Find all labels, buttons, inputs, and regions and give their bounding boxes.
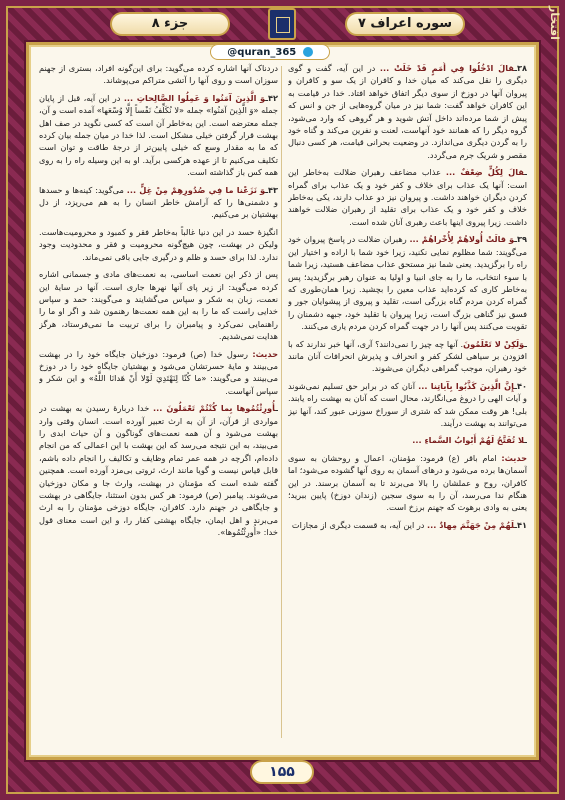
paragraph xyxy=(288,434,527,446)
hadith-label: حدیث: xyxy=(501,452,527,463)
arabic-verse: إِنَّ الَّذِينَ كَذَّبُوا بِآياتِنا ... xyxy=(418,380,515,391)
ayah-number: ـ xyxy=(524,167,527,178)
paragraph-text: امام باقر (ع) فرمود: مؤمنان، اعمال و روحشان به سوی آسمان‌ها برده می‌شود و درهای آسمان به روی آنها گشوده می‌شود؛ اما کافران، روح و عملشان را بالا می‌برند تا به آسمان برسند. در این هنگام ندا می‌رسد، آن را به سوی سجین (زندان دوزخ) پایین ببرید؛ یعنی به وادی برهوت که جهنم برزخ است. xyxy=(288,452,527,513)
paragraph-text: رسول خدا (ص) فرمود: دوزخیان جایگاه خود را در بهشت می‌بینند و مایۀ حسرتشان می‌شود و بهشتیان جایگاه خود را در دوزخ می‌بینند و می‌گویند: «ما كُنّا لِنَهْتَدِيَ لَوْلا أَنْ هَدانَا اللَّهُ» و این شکر و سپاس آنهاست. xyxy=(39,348,278,396)
paragraph-text: عذاب مضاعف رهبران ضلالت به‌خاطر این است: آنها یک عذاب برای خلاف و کفر خود و یک عذاب برای گمراه کردن دیگران خواهند داشت. و پیروان نیز دو عذاب دارند، یکی به‌خاطر خلاف و کفر خود و یک عذاب برای تقلید از رهبران ضلالت خواهند داشت. زیرا پیروی اینها باعث رهبری آنان شده است. xyxy=(288,167,527,227)
quran-logo-icon xyxy=(268,8,296,40)
paragraph xyxy=(39,92,278,179)
ayah-number: ـ xyxy=(524,338,527,349)
corner-watermark: افتخار xyxy=(548,6,561,40)
paragraph xyxy=(39,268,278,342)
paragraph-text: خدا دربارۀ رسیدن به بهشت در مواردی از قرآن، از آن به ارث تعبیر آورده است. انسان وقتی وارد بهشت می‌شود و آن همه نعمت‌های گوناگون و آن حیات ابدی را می‌بیند، به این نتیجه می‌رسد که این بهشت با این اعمالی که من انجام داده‌ام، اگرچه در همه عمر تمام وظایف و تکالیف را انجام داده باشم، قابل قیاس نیست و گویا مانند ارث، ثروتی بی‌مزد آورده است. همچنین گفته شده است که مؤمنان در بهشت، وارث جا و مکان دوزخیان می‌شوند. پیامبر (ص) فرمود: هر کس بدون استثنا، جایگاهی در بهشت و جایگاهی در جهنم دارد. کافران، جایگاه دوزخی مؤمنان را به ارث می‌برند و اهل ایمان، جایگاه بهشتی کفار را، و این است معنای قول خدا: «أُورِثْتُمُوها». xyxy=(39,403,278,538)
arabic-verse: قالَ لِكُلٍّ ضِعْفٌ ... xyxy=(445,167,525,178)
ayah-number: ۴۱ـ xyxy=(514,519,527,530)
paragraph xyxy=(288,338,527,375)
paragraph-text: پس از ذکر این نعمت اساسی، به نعمت‌های مادی و جسمانی اشاره کرده می‌گوید: از زیر پای آنها نهرها جاری است. آنها در سایۀ این نعمت، زبان به شکر و سپاس می‌گشایند و می‌گویند: حمد و سپاس خدایی راست که ما را به این همه نعمت‌ها رهنمون شد و اگر او ما را راهنمایی نمی‌کرد و پیامبران را برای تربیت ما نمی‌فرستاد، هرگز هدایت نمی‌شدیم. xyxy=(39,269,278,342)
paragraph xyxy=(39,184,278,221)
paragraph-text: در این آیه، گفت و گوی دیگری را نقل می‌کند که میان خدا و کافران از یک سو و کافران و پیروان آنها در دوزخ از سوی دیگر اتفاق خواهد افتاد. خدا در قیامت به این کافران خواهد گفت: شما نیز در میان گروه‌هایی از جن و انس که پیش از شما مرده‌اند داخل آتش شوید و هر گروهی که وارد می‌شود، گروه دیگر را که همانند خود آنهاست، لعنت و نفرین می‌کند و گناه خود را به گردن دیگری می‌اندازد. در وضعیت بحرانی قیامت، هر کسی دنبال مقصر و شریک جرم می‌گردد. xyxy=(288,63,527,160)
paragraph xyxy=(288,380,527,430)
paragraph xyxy=(288,62,527,161)
paragraph xyxy=(39,348,278,398)
juz-label: جزء ۸ xyxy=(110,12,230,36)
paragraph xyxy=(288,452,527,514)
right-column xyxy=(288,62,527,744)
arabic-verse: لَهُمْ مِنْ جَهَنَّمَ مِهادٌ ... xyxy=(427,519,515,530)
paragraph-text: آنان که در برابر حق تسلیم نمی‌شوند و آیات الهی را دروغ می‌انگارند، محال است که آنان به بهشت راه یابند. بلی! هر وقت ممکن شد که شتری از سوراخ سوزنی عبور کند، آنها نیز می‌توانند به بهشت درآیند. xyxy=(288,380,527,428)
ayah-number: ۴۲ـ xyxy=(265,92,278,103)
paragraph-text: در این آیه، به قسمت دیگری از مجازات xyxy=(291,519,428,530)
paragraph-text: . آنها چه چیز را نمی‌دانند؟ آری، آنها خبر ندارند که با افزودن بر سیاهی لشکر کفر و انحراف و پذیرش انحرافات آنان مانند خود رهبران، موجب گمراهی دیگران می‌شوند. xyxy=(288,338,527,374)
paragraph xyxy=(39,62,278,87)
ayah-number: ۳۸ـ xyxy=(514,63,527,73)
commentary-body xyxy=(38,62,527,744)
paragraph xyxy=(39,402,278,538)
paragraph-text: دردناک آنها اشاره کرده می‌گوید: برای این‌گونه افراد، بستری از جهنم سوزان است و روی آنها را آتشی متراکم می‌پوشاند. xyxy=(39,63,278,86)
ayah-number: ـ xyxy=(275,403,278,414)
paragraph-text: در این آیه، قبل از پایان جمله «وَ الَّذِينَ آمَنُوا» جمله «لا نُكَلِّفُ نَفْساً إِلَّا وُسْعَها» آمده است و آن، جمله معترضه است. این به‌خاطر آن است که کسی نگوید در صف اهل بهشت قرار گرفتن خیلی مشکل است. لذا خدا در میان جمله بیان کرده که ما به مقدار وسع که خیلی پایین‌تر از درجۀ طاقت و توان است تکلیف می‌کنیم تا از عهده هرکسی برآید. او به این وسیله راه را به روی همه کس باز گذاشته است. xyxy=(39,92,278,178)
arabic-verse: وَ قالَتْ أُولاهُمْ لِأُخْراهُمْ ... xyxy=(409,234,515,245)
paragraph xyxy=(288,233,527,332)
arabic-verse: وَ الَّذِينَ آمَنُوا وَ عَمِلُوا الصَّالِحاتِ ... xyxy=(123,92,266,103)
telegram-icon xyxy=(303,47,313,57)
ayah-number: ۴۰ـ xyxy=(514,380,527,391)
header-bar xyxy=(30,8,535,40)
paragraph xyxy=(39,226,278,263)
channel-handle: @quran_365 xyxy=(227,47,297,58)
paragraph-text: می‌گوید: کینه‌ها و حسدها و دشمنی‌ها را که آرامش خاطر انسان را به هم می‌ریزد، از دل بهشتیان بر می‌کنیم. xyxy=(39,184,278,220)
hadith-label: حدیث: xyxy=(252,348,278,359)
arabic-verse: لا تُفَتَّحُ لَهُمْ أَبْوابُ السَّماءِ ... xyxy=(412,435,525,446)
paragraph xyxy=(288,519,527,531)
paragraph-text: انگیزۀ حسد در این دنیا غالباً به‌خاطر فقر و کمبود و محرومیت‌هاست. ولیکن در بهشت، چون هیچ‌گونه محرومیت و فقر و محدودیت وجود ندارد. لذا برای حسد و ظلم و درگیری جایی باقی نمی‌ماند. xyxy=(39,226,278,262)
arabic-verse: أُورِثْتُمُوها بِما كُنْتُمْ تَعْمَلُونَ ... xyxy=(153,403,276,414)
arabic-verse: قالَ ادْخُلُوا فِي أُمَمٍ قَدْ خَلَتْ ... xyxy=(379,63,515,73)
surah-label: سوره اعراف ۷ xyxy=(345,12,465,36)
ayah-number: ۴۳ـ xyxy=(265,184,278,195)
arabic-verse: وَ نَزَعْنا ما فِي صُدُورِهِمْ مِنْ غِلٍّ ... xyxy=(126,184,266,195)
ayah-number: ـ xyxy=(524,435,527,446)
left-column xyxy=(39,62,278,744)
ayah-number: ۳۹ـ xyxy=(514,234,527,245)
paragraph xyxy=(288,166,527,228)
channel-badge[interactable] xyxy=(210,44,330,60)
arabic-verse: وَلَكِنْ لا تَعْلَمُونَ xyxy=(463,338,525,349)
page-number: ۱۵۵ xyxy=(250,760,314,784)
paragraph-text: رهبران ضلالت در پاسخ پیروان خود می‌گویند: شما مظلوم نمایی نکنید، زیرا خود شما با اراده و اختیار این راه را برگزیدید. یعنی شما نیز مستحق عذاب مضاعف هستید، زیرا شما با سوء انتخاب، ما را به جای انبیا و اولیا به عنوان رهبر برگزیدید؛ پس به‌خاطر کاری که کرده‌اید عذاب معین را بچشید. زیرا همان‌طوری که گمراه کردن مردم گناه بزرگی است، تقلید و پیروی از پیشوایان جور و فسق نیز گناهی بزرگ است، زیرا پیروان با تقلید خود، جبهه دشمنان را تقویت می‌کنند پس آنها را در جهت گمراه کردن مردم یاری می‌کنند. xyxy=(288,234,527,332)
